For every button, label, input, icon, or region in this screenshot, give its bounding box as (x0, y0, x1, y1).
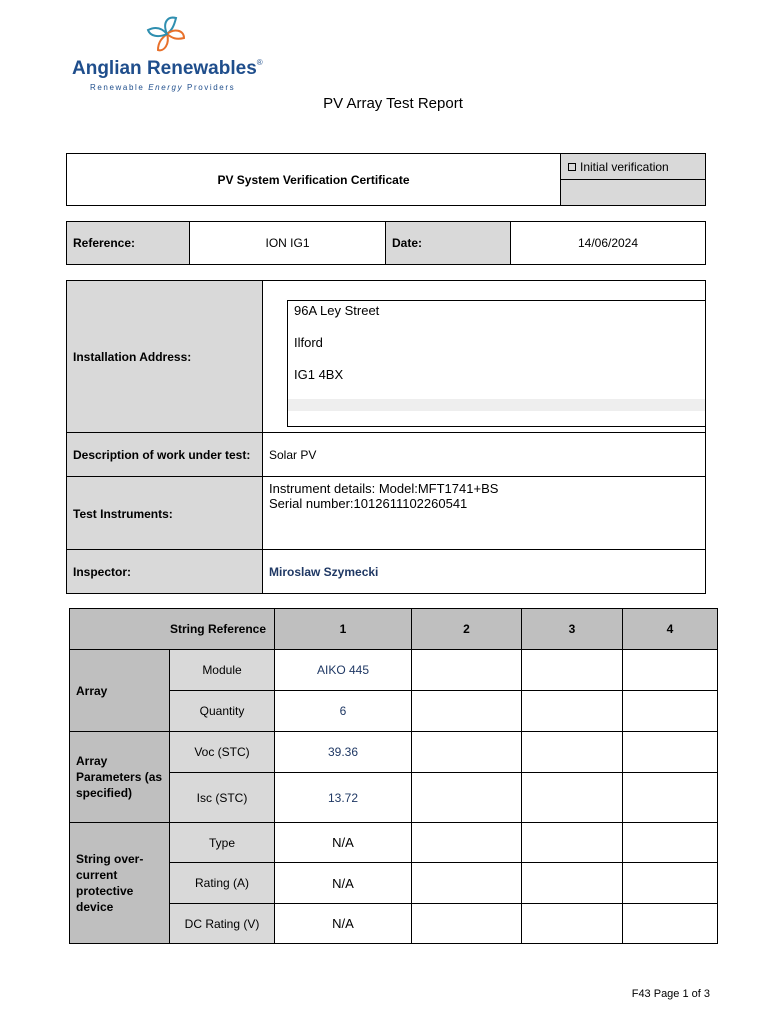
module-value-2 (411, 649, 522, 691)
type-value-2 (411, 822, 522, 863)
installation-address-label: Installation Address: (66, 280, 263, 433)
registered-mark: ® (256, 58, 263, 67)
brand-tagline: Renewable Energy Providers (90, 83, 236, 92)
group-array: Array (69, 649, 170, 732)
dc-rating-value-4 (622, 903, 718, 944)
rating-value-3 (521, 862, 623, 904)
inspector-value: Miroslaw Szymecki (262, 549, 706, 594)
isc-value-1: 13.72 (274, 772, 412, 823)
column-header-4: 4 (622, 608, 718, 650)
company-logo (72, 14, 272, 96)
rating-value-4 (622, 862, 718, 904)
initial-verification-option[interactable] (560, 153, 706, 180)
row-label-module: Module (169, 649, 275, 691)
dc-rating-value-3 (521, 903, 623, 944)
voc-value-2 (411, 731, 522, 773)
address-box (287, 300, 706, 427)
quantity-value-3 (521, 690, 623, 732)
instrument-details: Instrument details: Model:MFT1741+BS (269, 481, 499, 496)
brand-name: Anglian Renewables (72, 58, 257, 79)
module-value-1: AIKO 445 (274, 649, 412, 691)
row-label-quantity: Quantity (169, 690, 275, 732)
certificate-title: PV System Verification Certificate (66, 153, 561, 206)
module-value-4 (622, 649, 718, 691)
module-value-3 (521, 649, 623, 691)
isc-value-3 (521, 772, 623, 823)
date-label: Date: (385, 221, 511, 265)
rating-value-2 (411, 862, 522, 904)
work-description-value: Solar PV (262, 432, 706, 477)
inspector-label: Inspector: (66, 549, 263, 594)
type-value-1: N/A (274, 822, 412, 863)
column-header-3: 3 (521, 608, 623, 650)
reference-value: ION IG1 (189, 221, 386, 265)
work-description-label: Description of work under test: (66, 432, 263, 477)
dc-rating-value-2 (411, 903, 522, 944)
page-footer: F43 Page 1 of 3 (631, 988, 710, 1000)
address-line-1: 96A Ley Street (294, 303, 380, 318)
string-reference-header: String Reference (69, 608, 275, 650)
row-label-voc: Voc (STC) (169, 731, 275, 773)
isc-value-2 (411, 772, 522, 823)
address-line-2: Ilford (294, 335, 323, 350)
initial-verification-label: Initial verification (580, 159, 669, 174)
voc-value-1: 39.36 (274, 731, 412, 773)
test-instruments-label: Test Instruments: (66, 476, 263, 550)
quantity-value-1: 6 (274, 690, 412, 732)
type-value-3 (521, 822, 623, 863)
row-label-isc: Isc (STC) (169, 772, 275, 823)
report-title: PV Array Test Report (323, 95, 463, 112)
column-header-1: 1 (274, 608, 412, 650)
quantity-value-2 (411, 690, 522, 732)
instrument-serial: Serial number:1012611102260541 (269, 496, 468, 511)
row-label-type: Type (169, 822, 275, 863)
checkbox-icon[interactable] (568, 163, 576, 171)
quantity-value-4 (622, 690, 718, 732)
isc-value-4 (622, 772, 718, 823)
date-value: 14/06/2024 (510, 221, 706, 265)
certificate-empty-cell (560, 179, 706, 206)
type-value-4 (622, 822, 718, 863)
voc-value-3 (521, 731, 623, 773)
group-array-parameters: Array Parameters (as specified) (69, 731, 170, 823)
group-overcurrent-device: String over-current protective device (69, 822, 170, 944)
row-label-dc-rating: DC Rating (V) (169, 903, 275, 944)
address-line-3: IG1 4BX (294, 367, 344, 382)
row-label-rating: Rating (A) (169, 862, 275, 904)
dc-rating-value-1: N/A (274, 903, 412, 944)
column-header-2: 2 (411, 608, 522, 650)
reference-label: Reference: (66, 221, 190, 265)
address-shade-strip (288, 399, 705, 411)
voc-value-4 (622, 731, 718, 773)
logo-mark-icon (144, 14, 190, 56)
rating-value-1: N/A (274, 862, 412, 904)
test-instruments-value (262, 476, 706, 550)
